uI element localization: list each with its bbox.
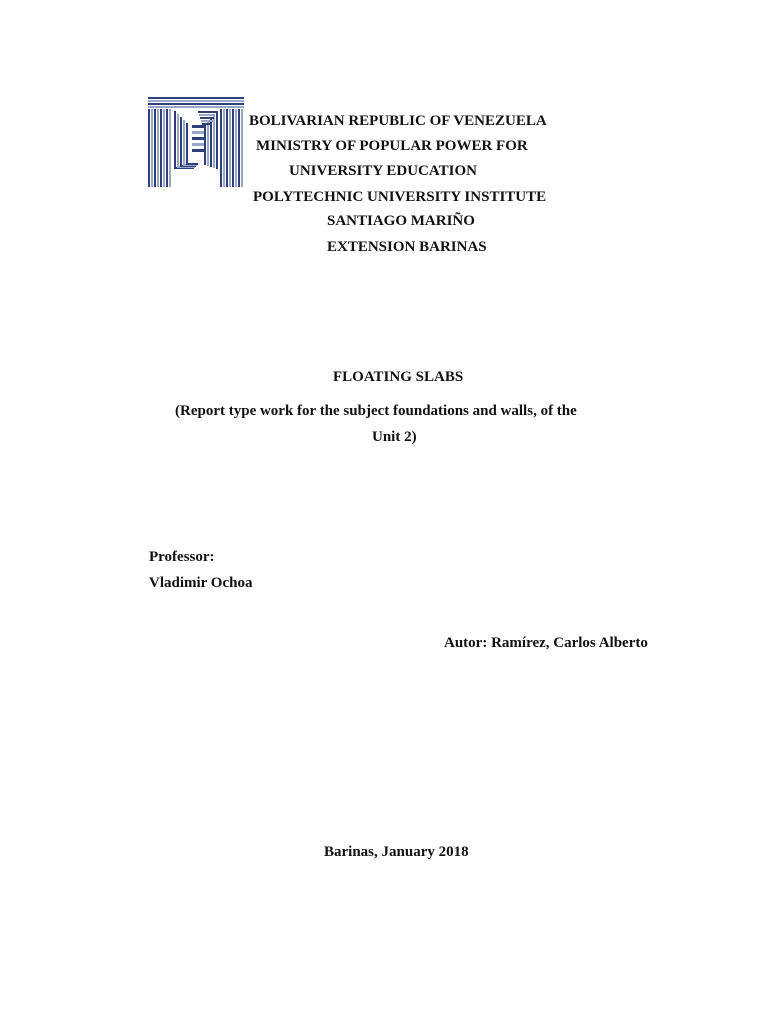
header-extension: EXTENSION BARINAS bbox=[327, 239, 487, 255]
header-education: UNIVERSITY EDUCATION bbox=[289, 163, 477, 179]
header-country: BOLIVARIAN REPUBLIC OF VENEZUELA bbox=[249, 113, 547, 129]
author-name: Autor: Ramírez, Carlos Alberto bbox=[444, 635, 648, 651]
document-subtitle-line2: Unit 2) bbox=[372, 429, 417, 445]
document-title: FLOATING SLABS bbox=[333, 369, 464, 385]
place-date: Barinas, January 2018 bbox=[324, 844, 469, 860]
header-ministry: MINISTRY OF POPULAR POWER FOR bbox=[256, 138, 528, 154]
header-santiago: SANTIAGO MARIÑO bbox=[327, 213, 475, 229]
professor-name: Vladimir Ochoa bbox=[149, 575, 253, 591]
professor-label: Professor: bbox=[149, 549, 215, 565]
document-subtitle-line1: (Report type work for the subject foundations and walls, of the bbox=[175, 403, 577, 419]
header-institute: POLYTECHNIC UNIVERSITY INSTITUTE bbox=[253, 189, 547, 205]
university-logo-icon bbox=[148, 97, 244, 187]
